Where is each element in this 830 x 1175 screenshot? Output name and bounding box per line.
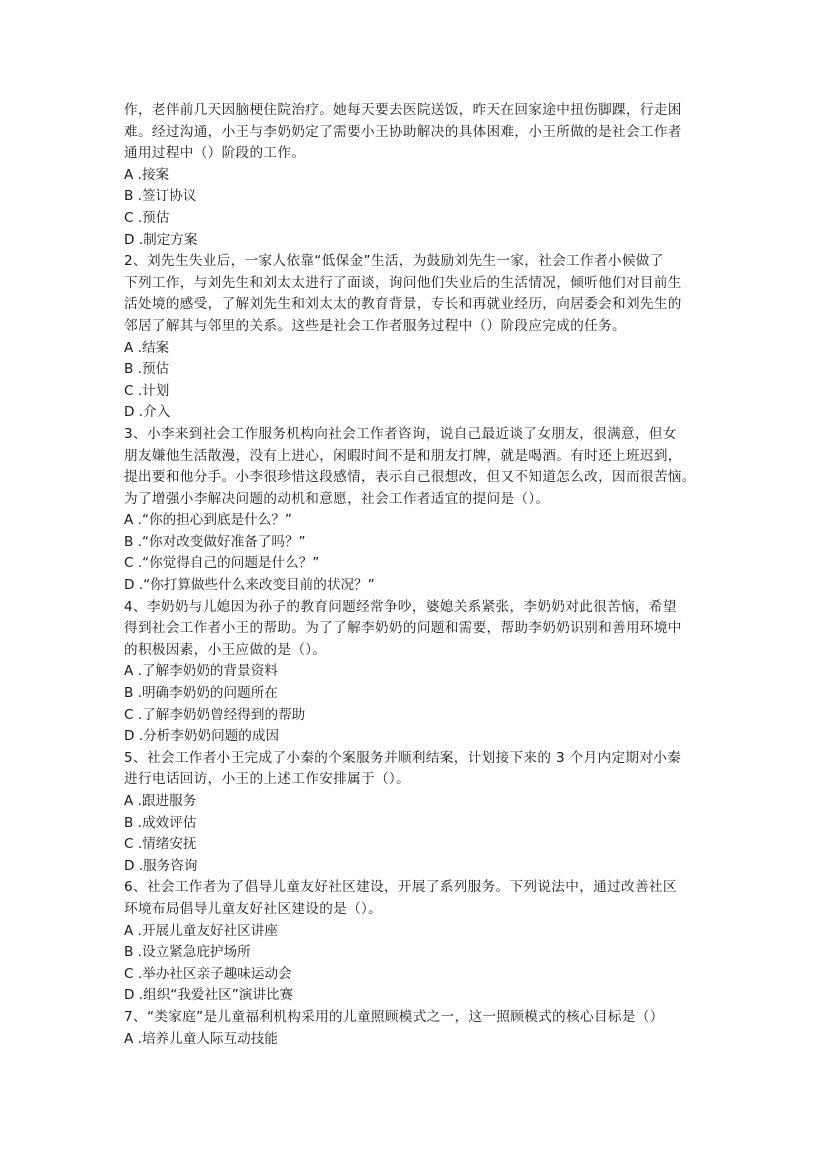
option-c: C .“你觉得自己的问题是什么？” [124,555,320,572]
option-a: A .了解李奶奶的背景资料 [124,663,278,680]
question-3 [124,424,714,597]
option-c: C .举办社区亲子趣味运动会 [124,965,292,982]
question-5 [124,748,714,878]
option-b: B .签订协议 [124,188,197,205]
option-b: B .明确李奶奶的问题所在 [124,685,278,702]
option-c: C .了解李奶奶曾经得到的帮助 [124,706,306,723]
question-text-line: 难。经过沟通，小王与李奶奶定了需要小王协助解决的具体困难，小王所做的是社会工作者 [124,123,682,140]
question-text-line: 3、小李来到社会工作服务机构向社会工作者咨询，说自己最近谈了女朋友，很满意，但女 [124,425,677,442]
question-text-line: 提出要和他分手。小李很珍惜这段感情，表示自己很想改，但又不知道怎么改，因而很苦恼。 [124,469,696,486]
question-text-line: 得到社会工作者小王的帮助。为了了解李奶奶的问题和需要，帮助李奶奶识别和善用环境中 [124,620,682,637]
question-text-line: 4、李奶奶与儿媳因为孙子的教育问题经常争吵，婆媳关系紧张，李奶奶对此很苦恼，希望 [124,598,677,615]
question-1-fragment [124,100,714,251]
option-a: A .跟进服务 [124,793,197,809]
question-text-line: 作，老伴前几天因脑梗住院治疗。她每天要去医院送饭，昨天在回家途中扭伤脚踝，行走困 [124,102,682,118]
question-text-line: 6、社会工作者为了倡导儿童友好社区建设，开展了系列服务。下列说法中，通过改善社区 [124,879,677,896]
option-d: D .制定方案 [124,231,198,248]
option-a: A .结案 [124,339,170,356]
option-d: D .“你打算做些什么来改变目前的状况？” [124,577,375,594]
question-text-line: 2、刘先生失业后，一家人依靠“低保金”生活，为鼓励刘先生一家，社会工作者小候做了 [124,253,664,270]
question-text-line: 为了增强小李解决问题的动机和意愿，社会工作者适宜的提问是（）。 [124,490,550,507]
option-a: A .“你的担心到底是什么？” [124,512,292,529]
option-b: B .设立紧急庇护场所 [124,944,251,961]
question-text-line: 下列工作，与刘先生和刘太太进行了面谈，询问他们失业后的生活情况，倾听他们对目前生 [124,274,682,291]
option-a: A .接案 [124,166,170,183]
option-c: C .情绪安抚 [124,836,197,853]
option-c: C .计划 [124,382,170,399]
option-b: B .预估 [124,361,170,378]
question-2 [124,251,714,424]
option-d: D .介入 [124,404,171,421]
question-text-line: 的积极因素，小王应做的是（）。 [124,641,327,658]
option-d: D .组织“我爱社区”演讲比赛 [124,987,294,1004]
question-4 [124,597,714,748]
option-b: B .“你对改变做好准备了吗？” [124,533,306,550]
question-6 [124,877,714,1007]
question-text-line: 环境布局倡导儿童友好社区建设的是（）。 [124,900,383,917]
question-text-line: 邻居了解其与邻里的关系。这些是社会工作者服务过程中（）阶段应完成的任务。 [124,317,626,334]
option-d: D .分析李奶奶问题的成因 [124,728,280,745]
option-c: C .预估 [124,209,170,226]
question-text-line: 活处境的感受，了解刘先生和刘太太的教育背景，专长和再就业经历，向居委会和刘先生的 [124,296,682,313]
question-text-line: 5、社会工作者小王完成了小秦的个案服务并顺利结案，计划接下来的 3 个月内定期对小秦 [124,749,682,766]
document-page [124,100,714,1050]
question-text-line: 朋友嫌他生活散漫，没有上进心，闲暇时间不是和朋友打牌，就是喝酒。有时还上班迟到， [124,447,682,464]
question-text-line: 进行电话回访，小王的上述工作安排属于（）。 [124,771,411,788]
question-text-line: 通用过程中（）阶段的工作。 [124,145,306,162]
option-a: A .开展儿童友好社区讲座 [124,922,278,939]
option-b: B .成效评估 [124,814,197,831]
question-text-line: 7、“类家庭”是儿童福利机构采用的儿童照顾模式之一，这一照顾模式的核心目标是（） [124,1008,664,1025]
question-7 [124,1007,714,1050]
option-d: D .服务咨询 [124,857,198,874]
option-a: A .培养儿童人际互动技能 [124,1030,278,1047]
